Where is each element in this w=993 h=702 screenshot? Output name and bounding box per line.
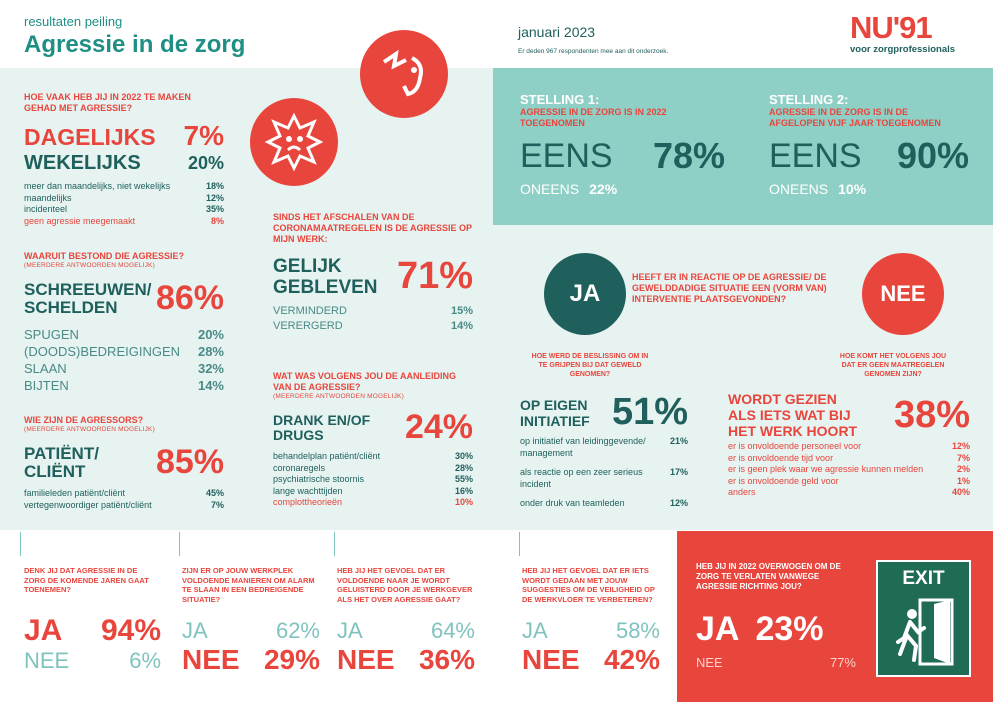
freq-rows bbox=[24, 181, 224, 227]
bottom-q1-first bbox=[24, 614, 161, 648]
freq-main-1-pct: 7% bbox=[183, 120, 224, 151]
cause-main-pct: 24% bbox=[404, 408, 473, 446]
header-subtitle: resultaten peiling bbox=[24, 14, 123, 29]
aggressors-main-pct: 85% bbox=[155, 443, 224, 481]
stelling-1-eens-pct: 78% bbox=[652, 135, 725, 176]
decision-rows bbox=[520, 436, 688, 510]
type-main-label: SCHREEUWEN/ SCHELDEN bbox=[24, 279, 152, 317]
bottom-q1-question: DENK JIJ DAT AGRESSIE IN DE ZORG DE KOMENDE JAREN GAAT TOENEMEN? bbox=[24, 566, 149, 594]
bottom-q2 bbox=[182, 566, 320, 676]
stelling-1-eens-label: EENS bbox=[520, 136, 613, 175]
divider bbox=[179, 532, 180, 556]
corona-main bbox=[273, 255, 473, 298]
nomeasures-main-label: WORDT GEZIEN ALS IETS WAT BIJ HET WERK HOORT bbox=[728, 391, 858, 439]
header-date: januari 2023 bbox=[518, 24, 596, 40]
freq-main-2-pct: 20% bbox=[187, 153, 224, 173]
decision-main-pct: 51% bbox=[611, 391, 688, 433]
bottom-q2-first bbox=[182, 618, 320, 644]
list-item: SLAAN 32% bbox=[24, 361, 224, 376]
decision-question: HOE WERD DE BESLISSING OM IN TE GRIJPEN BIJ DAT GEWELD GENOMEN? bbox=[531, 353, 649, 378]
cause-main bbox=[273, 408, 473, 447]
header-date-block bbox=[518, 24, 668, 55]
decision-section bbox=[520, 352, 688, 510]
leave-second-label: NEE bbox=[696, 655, 723, 670]
type-section bbox=[24, 251, 224, 394]
bottom-q1-second-label: NEE bbox=[24, 648, 70, 673]
stelling-1 bbox=[520, 92, 725, 197]
bottom-q2-second bbox=[182, 644, 320, 676]
nomeasures-main-pct: 38% bbox=[893, 393, 970, 436]
bottom-q3-first-label: JA bbox=[337, 618, 363, 643]
bottom-q4-first-pct: 58% bbox=[615, 618, 660, 643]
list-item: VERERGERD 14% bbox=[273, 320, 473, 332]
divider bbox=[519, 532, 520, 556]
corona-section bbox=[273, 212, 473, 334]
list-item: op initiatief van leidinggevende/ management 21% bbox=[520, 436, 688, 458]
stelling-2-oneens-label: ONEENS bbox=[769, 181, 829, 197]
list-item: er is onvoldoende geld voor 1% bbox=[728, 475, 970, 486]
frequency-question: HOE VAAK HEB JIJ IN 2022 TE MAKEN GEHAD MET AGRESSIE? bbox=[24, 92, 191, 113]
stelling-2-oneens-pct: 10% bbox=[838, 181, 867, 197]
type-rows bbox=[24, 326, 224, 394]
list-item: behandelplan patiënt/cliënt 30% bbox=[273, 451, 473, 461]
logo-text: NU'91 bbox=[850, 10, 932, 45]
cause-question: WAT WAS VOLGENS JOU DE AANLEIDING VAN DE AGRESSIE? bbox=[273, 371, 457, 392]
aggressors-main bbox=[24, 443, 224, 482]
list-item: anders 40% bbox=[728, 487, 970, 497]
freq-main-2 bbox=[24, 152, 224, 175]
list-item: meer dan maandelijks, niet wekelijks 18% bbox=[24, 181, 224, 191]
leave-question: HEB JIJ IN 2022 OVERWOGEN OM DE ZORG TE VERLATEN VANWEGE AGRESSIE RICHTING JOU? bbox=[696, 562, 841, 591]
bottom-q1-second bbox=[24, 648, 161, 674]
aggressors-question: WIE ZIJN DE AGRESSORS? bbox=[24, 415, 144, 425]
bottom-q1 bbox=[24, 566, 161, 674]
stelling-2-eens bbox=[769, 135, 969, 177]
stelling-2-eens-pct: 90% bbox=[896, 135, 969, 176]
stelling-1-oneens bbox=[520, 181, 725, 197]
bottom-q4-second-pct: 42% bbox=[603, 644, 660, 675]
list-item: onder druk van teamleden 12% bbox=[520, 498, 688, 508]
freq-main-1 bbox=[24, 120, 224, 152]
burst-face-icon bbox=[250, 98, 338, 186]
nomeasures-question: HOE KOMT HET VOLGENS JOU DAT ER GEEN MAATREGELEN GENOMEN ZIJN? bbox=[839, 353, 947, 378]
nomeasures-rows bbox=[728, 441, 970, 499]
type-main bbox=[24, 279, 224, 318]
stelling-2-text: AGRESSIE IN DE ZORG IS IN DE AFGELOPEN VIJF JAAR TOEGENOMEN bbox=[769, 107, 941, 128]
bottom-q3-second bbox=[337, 644, 475, 676]
bottom-q4 bbox=[522, 566, 660, 676]
stelling-2-eens-label: EENS bbox=[769, 136, 862, 175]
stelling-1-text: AGRESSIE IN DE ZORG IS IN 2022 TOEGENOMEN bbox=[520, 107, 667, 128]
type-question: WAARUIT BESTOND DIE AGRESSIE? bbox=[24, 251, 185, 261]
bottom-q3-second-pct: 36% bbox=[418, 644, 475, 675]
list-item: er is onvoldoende tijd voor 7% bbox=[728, 452, 970, 463]
bottom-q2-second-label: NEE bbox=[182, 644, 240, 675]
stelling-2-title: STELLING 2: bbox=[769, 92, 849, 107]
stelling-2 bbox=[769, 92, 969, 197]
bottom-q3-first-pct: 64% bbox=[430, 618, 475, 643]
list-item: BIJTEN 14% bbox=[24, 378, 224, 393]
type-note: (MEERDERE ANTWOORDEN MOGELIJK) bbox=[24, 262, 155, 269]
list-item: er is onvoldoende personeel voor 12% bbox=[728, 441, 970, 451]
decision-main-label: OP EIGEN INITIATIEF bbox=[520, 396, 590, 429]
cause-main-label: DRANK EN/OF DRUGS bbox=[273, 411, 371, 443]
bottom-q3-second-label: NEE bbox=[337, 644, 395, 675]
nomeasures-section bbox=[728, 352, 970, 499]
freq-main-1-label: DAGELIJKS bbox=[24, 124, 156, 150]
leave-first bbox=[696, 610, 856, 649]
corona-main-label: GELIJK GEBLEVEN bbox=[273, 255, 378, 298]
bottom-q4-first bbox=[522, 618, 660, 644]
aggressors-rows bbox=[24, 488, 224, 511]
bottom-q2-first-pct: 62% bbox=[275, 618, 320, 643]
aggressors-section bbox=[24, 415, 224, 511]
bottom-q4-second-label: NEE bbox=[522, 644, 580, 675]
header bbox=[24, 14, 245, 59]
logo bbox=[850, 12, 955, 55]
corona-rows bbox=[273, 304, 473, 334]
leave-second-pct: 77% bbox=[829, 655, 856, 670]
aggressors-note: (MEERDERE ANTWOORDEN MOGELIJK) bbox=[24, 426, 155, 433]
list-item: (DOODS)BEDREIGINGEN 28% bbox=[24, 344, 224, 359]
list-item: SPUGEN 20% bbox=[24, 327, 224, 342]
bottom-q4-question: HEB JIJ HET GEVOEL DAT ER IETS WORDT GEDAAN MET JOUW SUGGESTIES OM DE VEILIGHEID OP DE WERKVLOER TE VERBETEREN? bbox=[522, 566, 655, 604]
bottom-q3-question: HEB JIJ HET GEVOEL DAT ER VOLDOENDE NAAR JE WORDT GELUISTERD DOOR JE WERKGEVER ALS HET OVER AGRESSIE GAAT? bbox=[337, 566, 473, 604]
leave-second bbox=[696, 655, 856, 670]
leave-section bbox=[696, 562, 856, 670]
stelling-2-oneens bbox=[769, 181, 969, 197]
divider bbox=[20, 532, 21, 556]
intervention-question: HEEFT ER IN REACTIE OP DE AGRESSIE/ DE GEWELDDADIGE SITUATIE EEN (VORM VAN) INTERVENTIE PLAATSGEVONDEN? bbox=[632, 272, 827, 304]
nomeasures-main bbox=[728, 391, 970, 439]
freq-main-2-label: WEKELIJKS bbox=[24, 152, 141, 174]
respondents-note: Er deden 967 respondenten mee aan dit onderzoek. bbox=[518, 48, 669, 55]
frequency-section bbox=[24, 92, 224, 227]
bottom-q1-second-pct: 6% bbox=[129, 648, 161, 673]
list-item: als reactie op een zeer serieus incident 17% bbox=[520, 467, 688, 489]
cause-note: (MEERDERE ANTWOORDEN MOGELIJK) bbox=[273, 393, 404, 400]
cause-section bbox=[273, 371, 473, 509]
stelling-1-oneens-pct: 22% bbox=[589, 181, 618, 197]
bottom-q1-first-label: JA bbox=[24, 614, 63, 647]
bottom-q3 bbox=[337, 566, 475, 676]
list-item: vertegenwoordiger patiënt/cliënt 7% bbox=[24, 499, 224, 510]
corona-main-pct: 71% bbox=[396, 255, 473, 297]
list-item: lange wachttijden 16% bbox=[273, 485, 473, 496]
bottom-q2-second-pct: 29% bbox=[263, 644, 320, 675]
list-item: coronaregels 28% bbox=[273, 462, 473, 473]
aggressors-main-label: PATIËNT/ CLIËNT bbox=[24, 443, 99, 481]
ja-circle: JA bbox=[544, 253, 626, 335]
stelling-1-title: STELLING 1: bbox=[520, 92, 600, 107]
bottom-q3-first bbox=[337, 618, 475, 644]
page-title: Agressie in de zorg bbox=[24, 31, 246, 58]
list-item: complottheorieën 10% bbox=[273, 497, 473, 507]
stelling-1-eens bbox=[520, 135, 725, 177]
type-main-pct: 86% bbox=[155, 279, 224, 317]
leave-first-pct: 23% bbox=[755, 610, 824, 648]
nee-circle: NEE bbox=[862, 253, 944, 335]
exit-sign bbox=[876, 560, 971, 677]
logo-subtitle: voor zorgprofessionals bbox=[850, 44, 956, 55]
leave-first-label: JA bbox=[696, 610, 740, 648]
decision-main bbox=[520, 391, 688, 434]
angry-face-icon bbox=[360, 30, 448, 118]
bottom-q1-first-pct: 94% bbox=[100, 614, 161, 647]
list-item: psychiatrische stoornis 55% bbox=[273, 474, 473, 484]
list-item: familieleden patiënt/cliënt 45% bbox=[24, 488, 224, 498]
bottom-q4-second bbox=[522, 644, 660, 676]
corona-question: SINDS HET AFSCHALEN VAN DE CORONAMAATREGELEN IS DE AGRESSIE OP MIJN WERK: bbox=[273, 212, 472, 244]
list-item: maandelijks 12% bbox=[24, 192, 224, 203]
stelling-1-oneens-label: ONEENS bbox=[520, 181, 580, 197]
exit-door-icon bbox=[896, 598, 956, 668]
divider bbox=[334, 532, 335, 556]
list-item: er is geen plek waar we agressie kunnen melden 2% bbox=[728, 464, 970, 474]
list-item: VERMINDERD 15% bbox=[273, 305, 473, 317]
cause-rows bbox=[273, 451, 473, 509]
bottom-q4-first-label: JA bbox=[522, 618, 548, 643]
list-item: incidenteel 35% bbox=[24, 204, 224, 214]
bottom-q2-question: ZIJN ER OP JOUW WERKPLEK VOLDOENDE MANIEREN OM ALARM TE SLAAN IN EEN BEDREIGENDE SITUATIE? bbox=[182, 566, 315, 604]
exit-label: EXIT bbox=[902, 568, 945, 589]
bottom-q2-first-label: JA bbox=[182, 618, 208, 643]
list-item: geen agressie meegemaakt 8% bbox=[24, 215, 224, 226]
